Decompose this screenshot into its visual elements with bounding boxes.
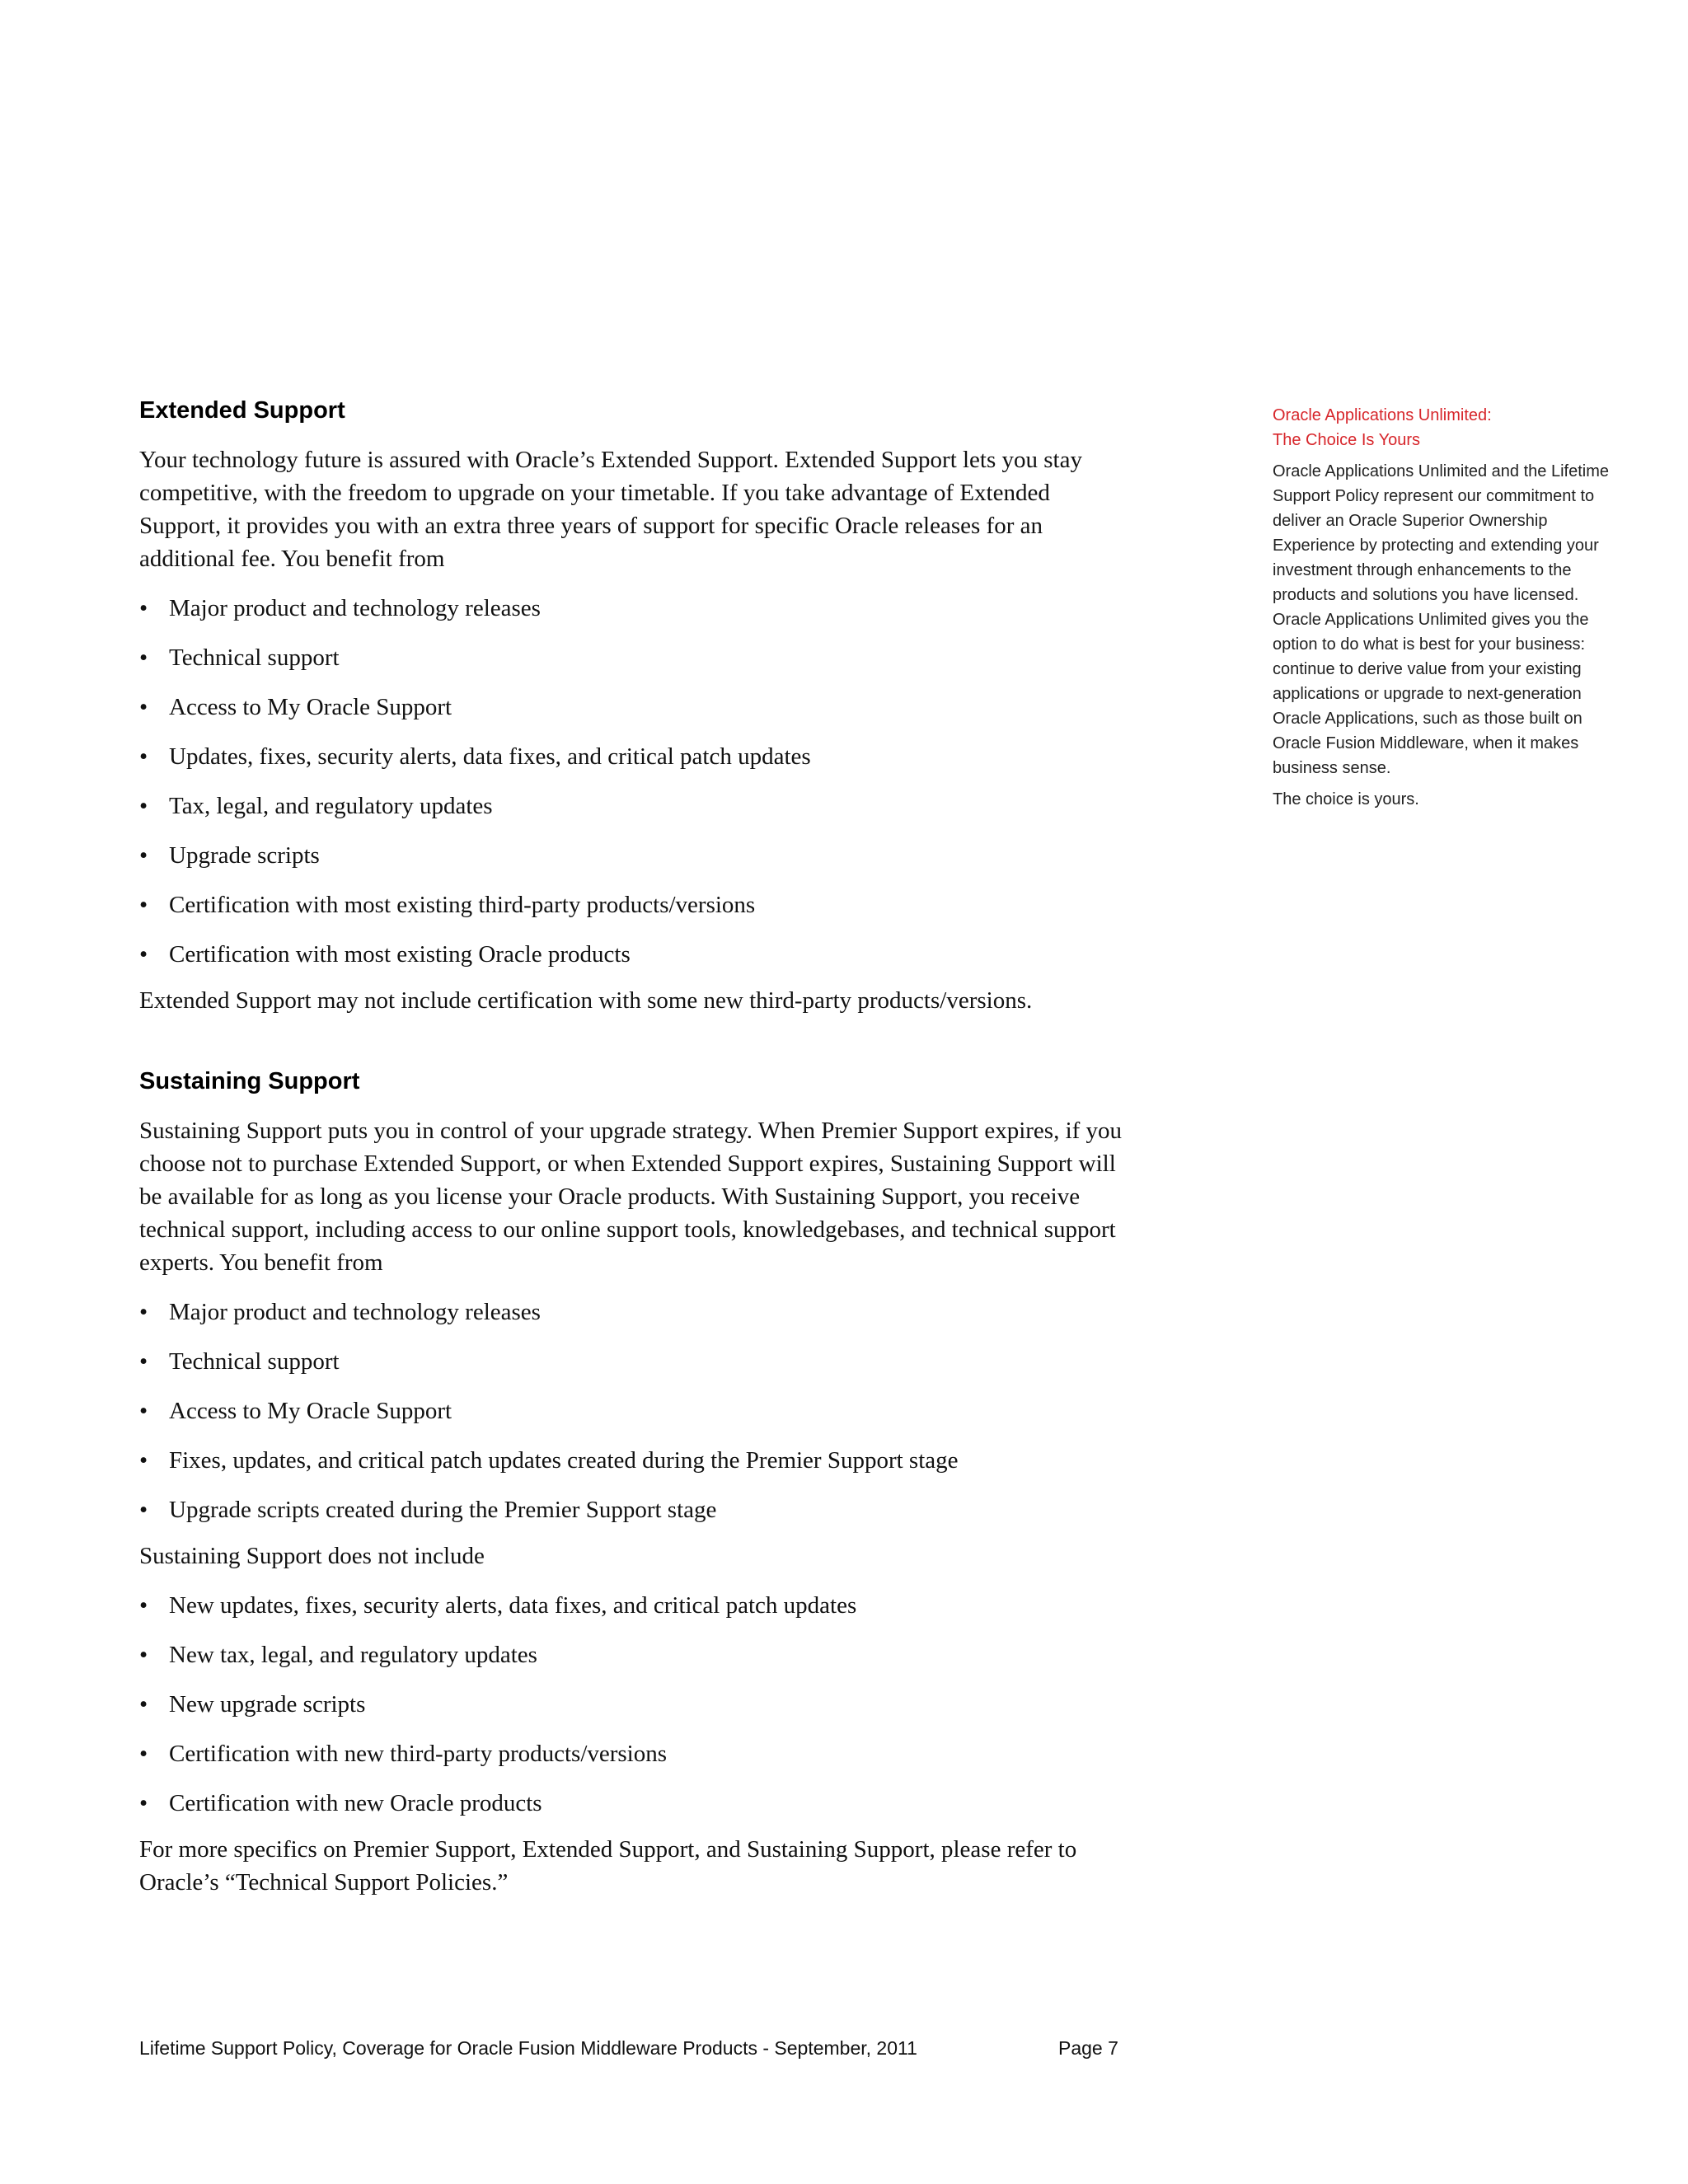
section-heading: Sustaining Support xyxy=(139,1068,360,1094)
bullet-icon: • xyxy=(139,1592,148,1619)
bullet-icon: • xyxy=(139,595,148,621)
list-item: • Access to My Oracle Support xyxy=(139,691,1137,724)
list-item: • Upgrade scripts created during the Premier Support stage xyxy=(139,1493,1137,1526)
bullet-icon: • xyxy=(139,1741,148,1767)
bullet-icon: • xyxy=(139,743,148,770)
bullet-icon: • xyxy=(139,842,148,869)
list-item: • Upgrade scripts xyxy=(139,839,1137,872)
section-note: Extended Support may not include certification with some new third-party products/versions. xyxy=(139,987,1033,1014)
sidebar-callout xyxy=(1273,403,1611,818)
list-item: • Major product and technology releases xyxy=(139,1296,1137,1329)
bullet-icon: • xyxy=(139,1398,148,1424)
bullet-icon: • xyxy=(139,1642,148,1668)
list-item: • Certification with most existing Oracle products xyxy=(139,938,1137,971)
section-intro: Your technology future is assured with Oracle’s Extended Support. Extended Support lets you stay competitive, with the freedom to upgrade on your timetable. If you take advantage of Extended Support, it provides you with an extra three years of support for specific Oracle releases for an additional fee. You benefit from xyxy=(139,447,1082,572)
bullet-icon: • xyxy=(139,941,148,968)
list-item: • Technical support xyxy=(139,1345,1137,1378)
bullet-icon: • xyxy=(139,694,148,720)
list-item: • Certification with most existing third-party products/versions xyxy=(139,888,1137,921)
bullet-icon: • xyxy=(139,892,148,918)
list-item: • New updates, fixes, security alerts, data fixes, and critical patch updates xyxy=(139,1589,1137,1622)
bullet-icon: • xyxy=(139,644,148,671)
list-item: • Certification with new Oracle products xyxy=(139,1787,1137,1820)
bullet-icon: • xyxy=(139,1497,148,1523)
footer-text: Lifetime Support Policy, Coverage for Oracle Fusion Middleware Products - September, 2011 xyxy=(139,2037,917,2059)
bullet-icon: • xyxy=(139,1691,148,1718)
list-item: • Updates, fixes, security alerts, data fixes, and critical patch updates xyxy=(139,740,1137,773)
sustaining-support-section xyxy=(139,1066,1137,1899)
section-intro: Sustaining Support puts you in control of your upgrade strategy. When Premier Support expires, if you choose not to purchase Extended Support, or when Extended Support expires, Sustaining Support will be available for as long as you license your Oracle products. With Sustaining Support, you receive technical support, including access to our online support tools, knowledgebases, and technical support experts. You benefit from xyxy=(139,1118,1123,1276)
list-item: • New tax, legal, and regulatory updates xyxy=(139,1638,1137,1671)
sidebar-title: Oracle Applications Unlimited: The Choice Is Yours xyxy=(1273,406,1492,449)
extended-support-section xyxy=(139,396,1137,1017)
list-item: • New upgrade scripts xyxy=(139,1688,1137,1721)
list-item: • Major product and technology releases xyxy=(139,592,1137,625)
main-column xyxy=(139,396,1137,1899)
page-number: Page 7 xyxy=(1058,2037,1118,2059)
bullet-icon: • xyxy=(139,793,148,819)
section-closing: For more specifics on Premier Support, Extended Support, and Sustaining Support, please refer to Oracle’s “Technical Support Policies.” xyxy=(139,1836,1077,1896)
list-item: • Fixes, updates, and critical patch updates created during the Premier Support stage xyxy=(139,1444,1137,1477)
bullet-icon: • xyxy=(139,1299,148,1325)
exclusion-list xyxy=(139,1589,1137,1820)
bullet-icon: • xyxy=(139,1348,148,1375)
list-item: • Access to My Oracle Support xyxy=(139,1394,1137,1427)
exclusions-intro: Sustaining Support does not include xyxy=(139,1543,485,1569)
sidebar-closing: The choice is yours. xyxy=(1273,790,1419,808)
list-item: • Tax, legal, and regulatory updates xyxy=(139,790,1137,823)
sidebar-paragraph: Oracle Applications Unlimited and the Lifetime Support Policy represent our commitment to deliver an Oracle Superior Ownership Experience by protecting and extending your investment through enhancements to the products and solutions you have licensed. Oracle Applications Unlimited gives you the option to do what is best for your business: continue to derive value from your existing applications or upgrade to next-generation Oracle Applications, such as those built on Oracle Fusion Middleware, when it makes business sense. xyxy=(1273,462,1609,777)
list-item: • Certification with new third-party products/versions xyxy=(139,1737,1137,1770)
benefit-list xyxy=(139,592,1137,971)
benefit-list xyxy=(139,1296,1137,1526)
bullet-icon: • xyxy=(139,1447,148,1474)
page-footer xyxy=(139,2036,1120,2060)
list-item: • Technical support xyxy=(139,641,1137,674)
bullet-icon: • xyxy=(139,1790,148,1816)
section-heading: Extended Support xyxy=(139,397,345,424)
